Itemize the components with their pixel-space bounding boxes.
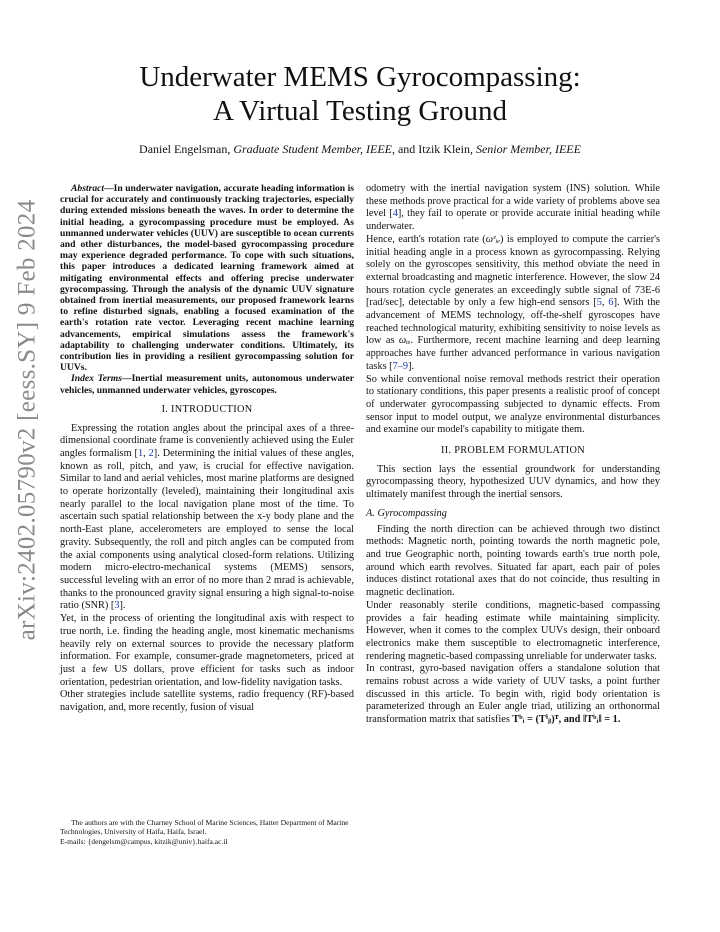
right-p2-text-a: Hence, earth's rotation rate ( (366, 233, 486, 245)
citation-link[interactable]: 2 (148, 447, 154, 459)
section-heading-introduction: I. INTRODUCTION (161, 403, 253, 415)
section2-paragraph-1: This section lays the essential groundwork for understanding gyrocompassing theory, hypothesized UUV dynamics, and how they ultimately manifest through the inertial sensors. (366, 463, 660, 501)
abstract (60, 183, 354, 373)
transformation-matrix-equation: Tᵇᵢ = (Tⁱᵦ)ᵀ, and ‖Tᵇᵢ‖ = 1. (512, 714, 621, 726)
title-line-1: Underwater MEMS Gyrocompassing: (139, 61, 581, 93)
arxiv-identifier (2, 200, 52, 640)
index-terms-text: —Inertial measurement units, autonomous underwater vehicles, unmanned underwater vehicles, gyroscopes. (60, 373, 354, 396)
abstract-label: Abstract (71, 183, 105, 194)
earth-rate-symbol: ωᵉᵢₑ (485, 233, 501, 245)
author-role-1: Graduate Student Member, IEEE (233, 142, 392, 156)
citation-link[interactable]: 7–9 (392, 360, 409, 372)
earth-rate-symbol-2: ωᵢₑ (398, 335, 411, 347)
index-terms-label: Index Terms (71, 373, 122, 385)
right-paragraph-3: So while conventional noise removal methods restrict their operation to stationary conditions, this paper presents a realistic proof of concept of underwater gyrocompassing subjected to dynamic effects. From sensor input to model output, we analyze environmental disturbances and examine our model's capability to mitigate them. (366, 373, 660, 436)
right-p2-text-end: ]. (408, 360, 415, 372)
footnote (60, 818, 354, 846)
author-name-1: Daniel Engelsman, (139, 142, 231, 156)
right-paragraph-2 (366, 234, 660, 374)
author-line (60, 142, 660, 157)
citation-separator: , (601, 297, 609, 309)
intro-p1-text-end: ]. (119, 600, 126, 612)
footnote-affiliation: The authors are with the Charney School of Marine Sciences, Hatter Department of Marine Technologies, University of Haifa, Haifa, Israel. (60, 818, 349, 837)
author-role-2: Senior Member, IEEE (475, 142, 581, 156)
right-p1-text-b: ], they fail to operate or provide accurate initial heading while underwater. (366, 208, 660, 233)
footnote-emails: E-mails: {dengelsm@campus, kitzik@univ}.haifa.ac.il (60, 836, 228, 846)
intro-paragraph-3: Other strategies include satellite systems, radio frequency (RF)-based navigation, and, more recently, fusion of visual (60, 689, 354, 714)
right-p2-text-d: . Furthermore, recent machine learning and deep learning approaches have further advanced performance in various navigation tasks [ (366, 335, 660, 372)
subsection-heading-gyrocompassing: A. Gyrocompassing (366, 507, 447, 519)
section-heading-problem-formulation: II. PROBLEM FORMULATION (441, 445, 585, 457)
intro-paragraph-2: Yet, in the process of orienting the longitudinal axis with respect to true north, i.e. finding the heading angle, most kinematic mechanisms heavily rely on external sources to provide the necessary platform information. For example, consumer-grade magnetometers, priced at just a few US dollars, prove efficient for tasks such as indoor orientation, pedestrian orientation, and low-fidelity navigation tasks. (60, 613, 354, 688)
right-p2-text-c: ]. With the advancement of MEMS technology, off-the-shelf gyroscopes have reached technological maturity, exhibiting sensitivity to noise levels as low as (366, 297, 660, 347)
intro-p1-text-a: Expressing the rotation angles about the principal axes of a three-dimensional coordinate frame is conveniently achieved using the Euler angles formalism [ (60, 422, 354, 459)
citation-link[interactable]: 6 (608, 297, 614, 309)
right-column (366, 183, 660, 727)
right-paragraph-1 (366, 183, 660, 234)
arxiv-id-text: arXiv:2402.05790v2 [eess.SY] 9 Feb 2024 (13, 199, 41, 641)
citation-separator: , (143, 447, 149, 459)
citation-link[interactable]: 3 (114, 600, 120, 612)
citation-link[interactable]: 5 (596, 297, 602, 309)
intro-paragraph-1 (60, 423, 354, 614)
right-p2-text-b: ) is employed to compute the carrier's initial heading angle in a process known as gyrocompassing. Relying solely on the gyroscopes sensitivity, this method obviate the need in external broadcasting and magnetic interference. However, the slow 24 hours rotation cycle generates an exceedingly subtle signal of 73E-6 [rad/sec], detectable by only a few high-end sensors [ (366, 233, 660, 309)
citation-link[interactable]: 1 (137, 447, 144, 459)
index-terms (60, 373, 354, 395)
gyro-paragraph-1: Finding the north direction can be achieved through two distinct methods: Magnetic north, pointing towards the north magnetic pole, and true Geographic north, pointing towards earth's true north pole, around which earth revolves. Situated far apart, each pair of poles induces distinct rotational axes that do not coincide, thus resulting in magnetic declination. (366, 523, 660, 599)
citation-link[interactable]: 4 (392, 208, 398, 220)
left-column (60, 183, 354, 715)
author-conjunction: , and Itzik Klein, (391, 142, 473, 156)
gyro-paragraph-2: Under reasonably sterile conditions, magnetic-based compassing provides a fair heading estimate while maintaining simplicity. However, when it comes to the complex UUVs design, their onboard electronics make them susceptible to electromagnetic interference, rendering magnetic-based compassing unreliable for underwater tasks. (366, 599, 660, 662)
paper-title (60, 60, 660, 128)
abstract-text: —In underwater navigation, accurate heading information is crucial for accurately and continuously tracking trajectories, especially during extended missions beneath the waves. In order to determine the initial heading, a gyrocompassing procedure must be employed. As unmanned underwater vehicles (UUV) are susceptible to ocean currents and other disturbances, the model-based gyrocompassing procedure may experience degraded performance. To cope with such situations, this paper introduces a dedicated learning framework aimed at mitigating environmental effects and offering precise underwater gyrocompassing. Through the analysis of the dynamic UUV signature obtained from inertial measurements, our proposed framework learns to refine disturbed signals, enabling a focused examination of the earth's rotation rate vector. Leveraging recent machine learning advancements, empirical simulations assess the framework's adaptability to challenging underwater conditions. Ultimately, its contribution lies in providing a resilient gyrocompassing solution for UUVs. (60, 183, 354, 374)
gyro-p3-text: In contrast, gyro-based navigation offers a standalone solution that remains robust across a wide variety of UUV tasks, a point further discussed in this article. To begin with, rigid body orientation is parameterized through an Euler angle triad, utilizing an orthonormal transformation matrix that satisfies (366, 663, 660, 726)
gyro-paragraph-3 (366, 663, 660, 727)
title-line-2: A Virtual Testing Ground (212, 95, 507, 127)
right-p1-text-a: odometry with the inertial navigation system (INS) solution. While these methods prove practical for a wide variety of problems above sea level [ (366, 183, 660, 220)
intro-p1-text-b: ]. Determining the initial values of these angles, known as roll, pitch, and yaw, is crucial for effective navigation. Similar to land and aerial vehicles, most marine platforms are designed to operate horizontally (leveled), maintaining their longitudinal axis nearly parallel to the local navigation plane most of the time. To ascertain such spatial relationship between the x-y body plane and the north-East plane, accelerometers are employed to sense the local gravity. Subsequently, the roll and pitch angles can be computed from the axial components using analytical closed-form relations. Utilizing modern micro-electro-mechanical systems (MEMS) sensors, successful leveling with an error of no more than 2 mrad is achievable, thanks to the pronounced gravity signal ensuring a high signal-to-noise ratio (SNR) [ (60, 447, 354, 612)
